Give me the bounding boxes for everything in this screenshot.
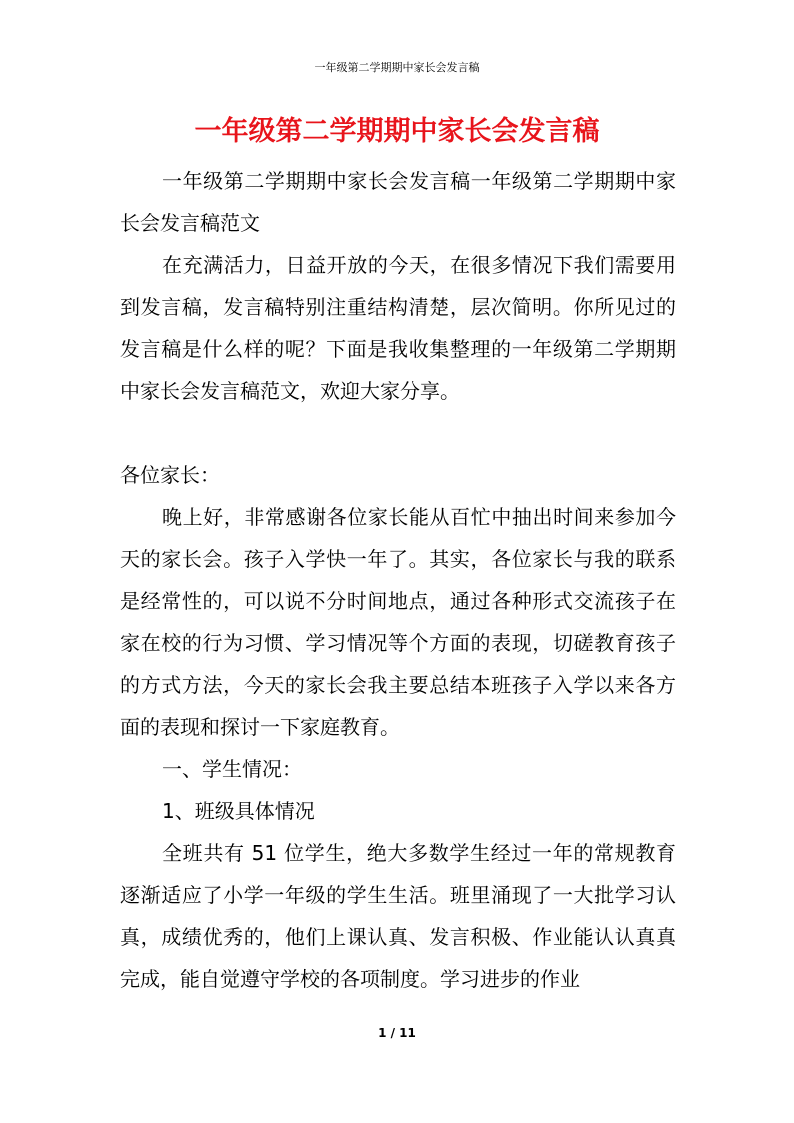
document-title: 一年级第二学期期中家长会发言稿 xyxy=(194,116,600,147)
subsection-heading-class-details: 1、班级具体情况 xyxy=(162,799,315,823)
salutation: 各位家长： xyxy=(120,463,220,487)
paragraph-spacer xyxy=(120,412,676,454)
intro-paragraph: 一年级第二学期期中家长会发言稿一年级第二学期期中家长会发言稿范文 xyxy=(120,169,676,235)
document-body xyxy=(120,160,676,1000)
class-details-paragraph: 全班共有 51 位学生，绝大多数学生经过一年的常规教育逐渐适应了小学一年级的学生生活。班里涌现了一大批学习认真，成绩优秀的，他们上课认真、发言积极、作业能认认真真完成，能自觉遵守学校的各项制度。学习进步的作业 xyxy=(120,841,676,991)
section-heading-student-situation: 一、学生情况： xyxy=(162,757,302,781)
page-number: 1 / 11 xyxy=(378,1026,416,1040)
greeting-paragraph: 晚上好，非常感谢各位家长能从百忙中抽出时间来参加今天的家长会。孩子入学快一年了。其实，各位家长与我的联系是经常性的，可以说不分时间地点，通过各种形式交流孩子在家在校的行为习惯、学习情况等个方面的表现，切磋教育孩子的方式方法，今天的家长会我主要总结本班孩子入学以来各方面的表现和探讨一下家庭教育。 xyxy=(120,505,676,739)
running-header: 一年级第二学期期中家长会发言稿 xyxy=(314,61,480,74)
preface-paragraph: 在充满活力，日益开放的今天，在很多情况下我们需要用到发言稿，发言稿特别注重结构清楚，层次简明。你所见过的发言稿是什么样的呢？下面是我收集整理的一年级第二学期期中家长会发言稿范文，欢迎大家分享。 xyxy=(120,253,676,403)
